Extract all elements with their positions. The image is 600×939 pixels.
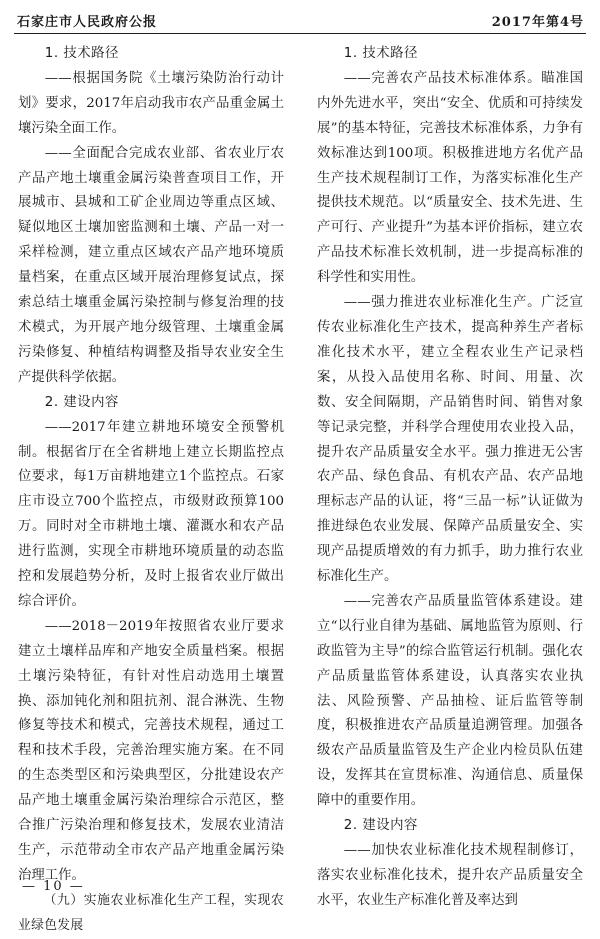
page-header	[0, 0, 600, 36]
paragraph: ——强力推进农业标准化生产。广泛宣传农业标准化生产技术，提高种养生产者标准化技术水平，建立全程农业生产记录档案，从投入品使用名称、时间、用量、次数、安全间隔期，产品销售时间、销售对象等记录完整，并科学合理使用农业投入品，提升农产品质量安全水平。强力推进无公害农产品、绿色食品、有机农产品、农产品地理标志产品的认证，将“三品一标”认证做为推进绿色农业发展、保障产品质量安全、实现产品提质增效的有力抓手，助力推行农业标准化生产。	[317, 295, 583, 585]
header-rule	[14, 33, 586, 34]
heading-technical-path: 1. 技术路径	[343, 46, 418, 61]
paragraph: ——加快农业标准化技术规程制修订，落实农业标准化技术，提升农产品质量安全水平，农业生产标准化普及率达到	[317, 843, 583, 908]
issue-number: 2017年第4号	[491, 15, 584, 30]
paragraph: ——完善农产品质量监管体系建设。建立“以行业自律为基础、属地监管为原则、行政监管为主导”的综合监管运行机制。强化农产品质量监管体系建设，认真落实农业执法、风险预警、产品抽检、证后监管等制度，积极推进农产品质量追溯管理。加强各级农产品质量监管及生产企业内检员队伍建设，发挥其在宣贯标准、沟通信息、质量保障中的重要作用。	[317, 593, 583, 809]
paragraph: ——2018－2019年按照省农业厅要求建立土壤样品库和产地安全质量档案。根据土壤污染特征，有针对性启动选用土壤置换、添加钝化剂和阻抗剂、混合淋洗、生物修复等技术和模式，完善技术规程，通过工程和技术手段，完善治理实施方案。在不同的生态类型区和污染典型区，分批建设农产品产地土壤重金属污染治理综合示范区，整合推广污染治理和修复技术，发展农业清洁生产，示范带动全市农产品产地重金属污染治理工作。	[18, 618, 284, 883]
paragraph: ——2017年建立耕地环境安全预警机制。根据省厅在全省耕地上建立长期监控点位要求，每1万亩耕地建立1个监控点。石家庄市设立700个监控点，市级财政预算100万。同时对全市耕地土壤、灌溉水和农产品进行监测，实现全市耕地环境质量的动态监控和发展趋势分析，及时上报省农业厅做出综合评价。	[18, 419, 284, 609]
section-heading-nine: （九）实施农业标准化生产工程，实现农业绿色发展	[18, 892, 284, 933]
right-column	[317, 42, 583, 914]
journal-title: 石家庄市人民政府公报	[17, 15, 158, 30]
page-number: — 10 —	[22, 879, 85, 894]
heading-construction-content: 2. 建设内容	[343, 818, 418, 834]
left-column	[18, 42, 284, 939]
heading-construction-content: 2. 建设内容	[44, 394, 119, 410]
paragraph: ——全面配合完成农业部、省农业厅农产品产地土壤重金属污染普查项目工作，开展城市、县城和工矿企业周边等重点区域、疑似地区土壤加密监测和土壤、产品一对一采样检测，建立重点区域农产品产地环境质量档案，在重点区域开展治理修复试点，探索总结土壤重金属污染控制与修复治理的技术模式，为开展产地分级管理、土壤重金属污染修复、种植结构调整及指导农业安全生产提供科学依据。	[18, 145, 284, 385]
paragraph: ——根据国务院《土壤污染防治行动计划》要求，2017年启动我市农产品重金属土壤污染全面工作。	[18, 70, 284, 136]
paragraph: ——完善农产品技术标准体系。瞄准国内外先进水平，突出“安全、优质和可持续发展”的基本特征，完善技术标准体系，力争有效标准达到100项。积极推进地方名优产品生产技术规程制订工作，为落实标准化生产提供技术规范。以“质量安全、技术先进、生产可行、产业提升”为基本评价指标，建立农产品技术标准长效机制，进一步提高标准的科学性和实用性。	[317, 70, 583, 286]
heading-technical-path: 1. 技术路径	[44, 46, 119, 61]
